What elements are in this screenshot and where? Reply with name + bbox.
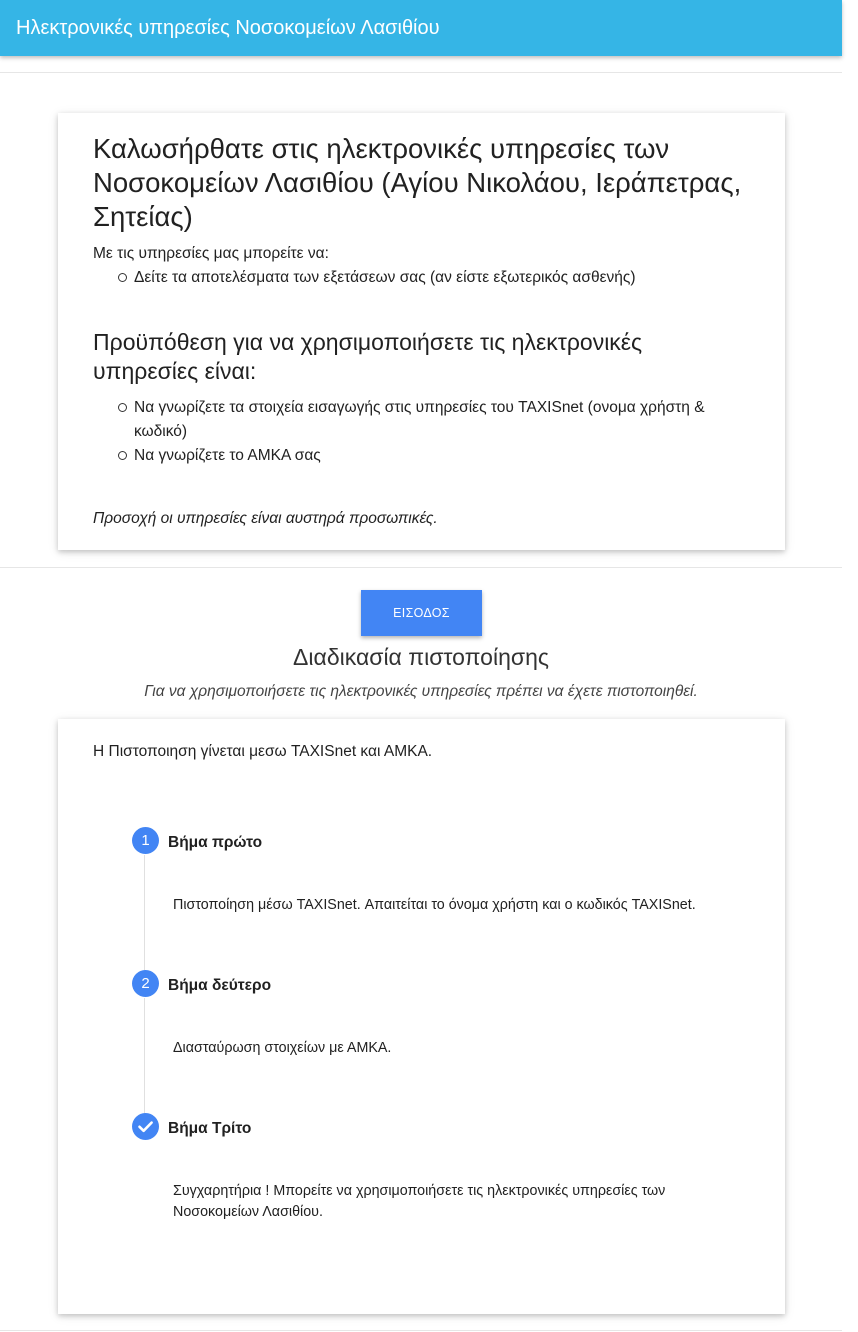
- step-1-text: Πιστοποίηση μέσω TAXISnet. Απαιτείται το όνομα χρήστη και ο κωδικός TAXISnet.: [173, 897, 696, 913]
- stepper-connector: [144, 998, 145, 1116]
- list-item: Να γνωρίζετε το ΑΜΚΑ σας: [118, 444, 758, 468]
- section-title: Διαδικασία πιστοποίησης: [293, 644, 549, 670]
- privacy-warning: Προσοχή οι υπηρεσίες είναι αυστηρά προσωπικές.: [93, 510, 438, 527]
- step-2-title[interactable]: Βήμα δεύτερο: [168, 977, 272, 994]
- welcome-card: [58, 113, 785, 550]
- section-subtitle: Για να χρησιμοποιήσετε τις ηλεκτρονικές υπηρεσίες πρέπει να έχετε πιστοποιηθεί.: [144, 683, 698, 700]
- services-lead: Με τις υπηρεσίες μας μπορείτε να:: [93, 245, 329, 262]
- step-1-title[interactable]: Βήμα πρώτο: [168, 834, 263, 851]
- bullet-icon: [118, 403, 127, 412]
- bullet-icon: [118, 273, 127, 282]
- divider: [0, 1330, 842, 1331]
- step-2-number: 2: [132, 970, 159, 997]
- list-item: Να γνωρίζετε τα στοιχεία εισαγωγής στις υπηρεσίες του TAXISnet (ονομα χρήστη & κωδικό): [118, 396, 758, 444]
- divider: [0, 567, 842, 568]
- login-button[interactable]: ΕΙΣΟΔΟΣ: [361, 590, 482, 636]
- app-title: Ηλεκτρονικές υπηρεσίες Νοσοκομείων Λασιθίου: [16, 17, 440, 39]
- bullet-icon: [118, 451, 127, 460]
- prerequisite-heading: Προϋπόθεση για να χρησιμοποιήσετε τις ηλεκτρονικές υπηρεσίες είναι:: [93, 329, 643, 384]
- divider: [0, 72, 842, 73]
- step-1-number: 1: [132, 827, 159, 854]
- step-3-title[interactable]: Βήμα Τρίτο: [168, 1120, 252, 1137]
- authentication-intro: Η Πιστοποιηση γίνεται μεσω TAXISnet και ΑΜΚΑ.: [93, 743, 433, 760]
- stepper-connector: [144, 855, 145, 973]
- top-app-bar: [0, 0, 842, 56]
- authentication-card: [58, 719, 785, 1314]
- check-icon: [132, 1113, 159, 1140]
- list-item: Δείτε τα αποτελέσματα των εξετάσεων σας (αν είστε εξωτερικός ασθενής): [118, 266, 758, 290]
- welcome-heading: Καλωσήρθατε στις ηλεκτρονικές υπηρεσίες των Νοσοκομείων Λασιθίου (Αγίου Νικολάου, Ιεράπετρας, Σητείας): [93, 133, 742, 232]
- step-2-text: Διασταύρωση στοιχείων με ΑΜΚΑ.: [173, 1040, 392, 1056]
- step-3-text: Συγχαρητήρια ! Μπορείτε να χρησιμοποιήσετε τις ηλεκτρονικές υπηρεσίες των Νοσοκομείων Λασιθίου.: [173, 1183, 666, 1220]
